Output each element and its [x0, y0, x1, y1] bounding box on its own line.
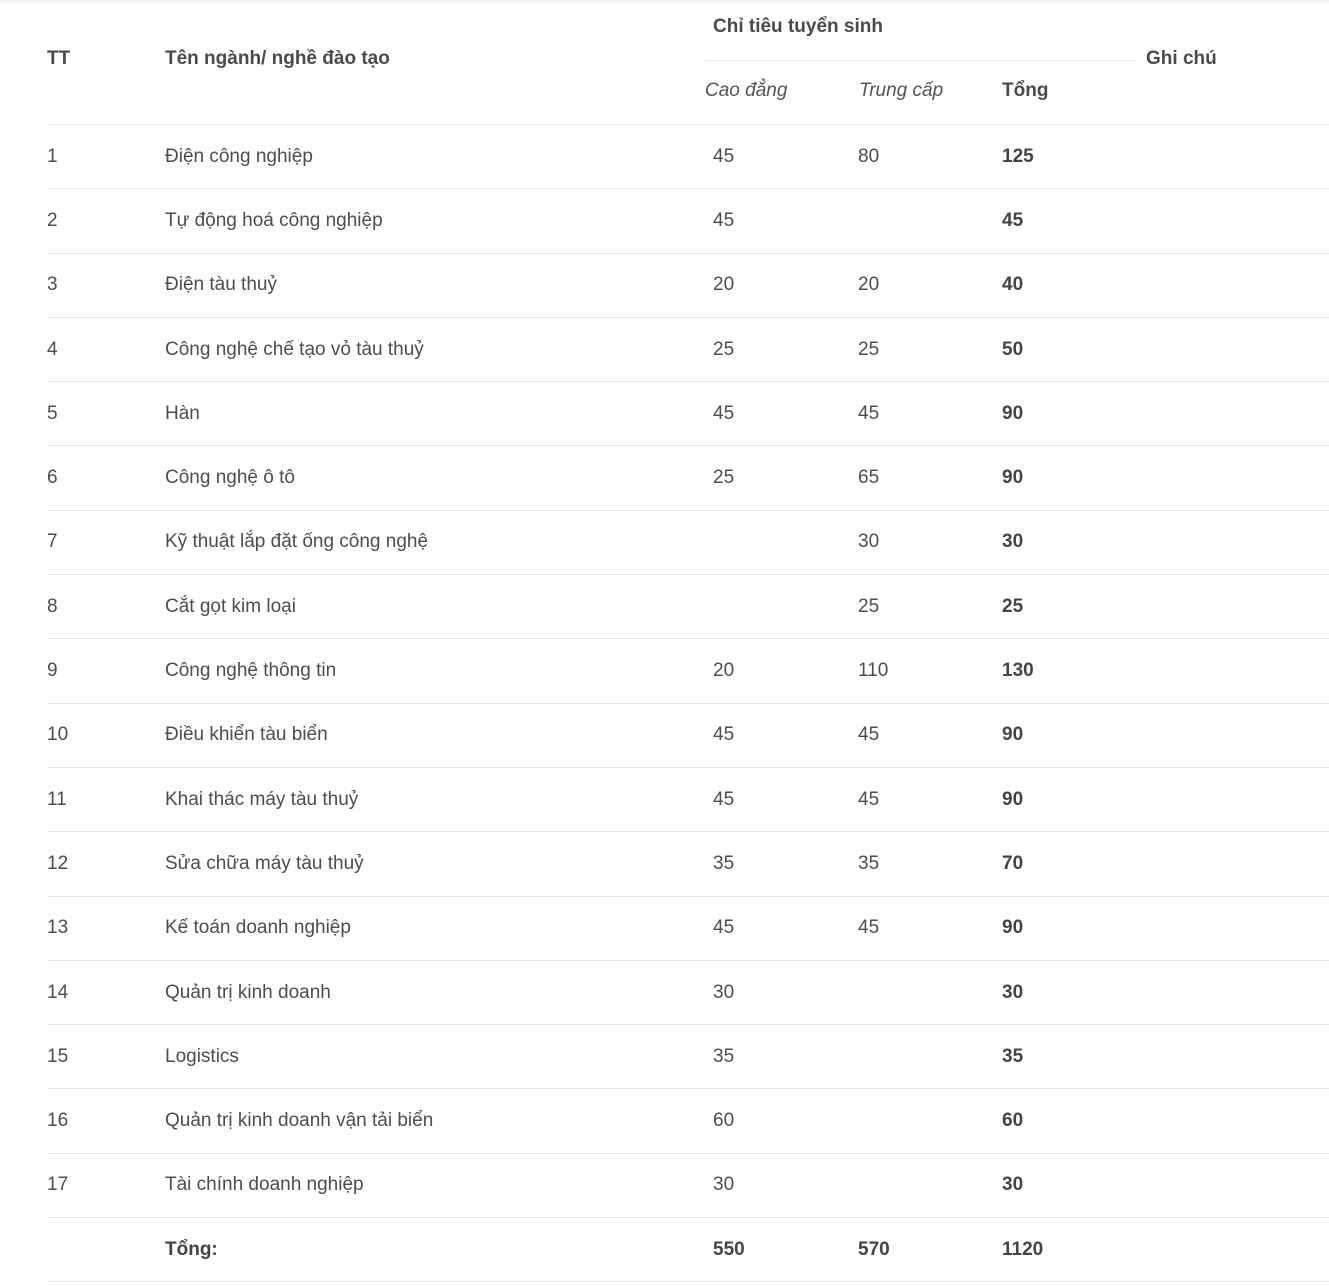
- table-row: [47, 318, 1329, 382]
- row-tong: 50: [1002, 338, 1024, 360]
- row-program-name: Quản trị kinh doanh: [165, 981, 331, 1003]
- total-tong: 1120: [1002, 1238, 1044, 1260]
- row-program-name: Tự động hoá công nghiệp: [165, 209, 383, 231]
- row-trung-cap: 110: [858, 660, 889, 682]
- table-row: [47, 639, 1329, 703]
- row-cao-dang: 25: [713, 338, 735, 360]
- row-tong: 30: [1002, 981, 1024, 1003]
- row-cao-dang: 25: [713, 467, 735, 489]
- row-trung-cap: 45: [858, 402, 880, 424]
- table-header: [47, 0, 1329, 125]
- row-program-name: Điện công nghiệp: [165, 145, 313, 167]
- row-trung-cap: 65: [858, 467, 880, 489]
- row-trung-cap: 25: [858, 595, 880, 617]
- row-tong: 35: [1002, 1045, 1024, 1067]
- row-program-name: Điều khiển tàu biển: [165, 724, 328, 746]
- row-number: 14: [47, 981, 69, 1003]
- row-number: 8: [47, 595, 58, 617]
- row-program-name: Công nghệ chế tạo vỏ tàu thuỷ: [165, 338, 424, 360]
- row-number: 16: [47, 1110, 69, 1132]
- row-program-name: Công nghệ thông tin: [165, 660, 337, 682]
- row-cao-dang: 45: [713, 917, 735, 939]
- row-number: 7: [47, 531, 58, 553]
- row-program-name: Quản trị kinh doanh vận tải biển: [165, 1110, 434, 1132]
- row-number: 10: [47, 724, 69, 746]
- enrollment-quota-table: [47, 0, 1329, 1282]
- table-row: [47, 1025, 1329, 1089]
- row-tong: 30: [1002, 1174, 1024, 1196]
- table-row: [47, 189, 1329, 253]
- row-cao-dang: 45: [713, 209, 735, 231]
- table-row: [47, 382, 1329, 446]
- row-number: 15: [47, 1045, 69, 1067]
- table-row: [47, 768, 1329, 832]
- row-number: 4: [47, 338, 58, 360]
- row-cao-dang: 45: [713, 402, 735, 424]
- row-number: 11: [47, 788, 67, 810]
- row-program-name: Khai thác máy tàu thuỷ: [165, 788, 359, 810]
- row-number: 9: [47, 660, 58, 682]
- row-tong: 90: [1002, 724, 1024, 746]
- row-program-name: Tài chính doanh nghiệp: [165, 1174, 364, 1196]
- row-tong: 130: [1002, 660, 1034, 682]
- row-tong: 90: [1002, 402, 1024, 424]
- row-tong: 25: [1002, 595, 1024, 617]
- row-tong: 90: [1002, 917, 1024, 939]
- total-row: [47, 1218, 1329, 1282]
- row-trung-cap: 45: [858, 788, 880, 810]
- row-tong: 90: [1002, 788, 1024, 810]
- row-trung-cap: 30: [858, 531, 880, 553]
- row-program-name: Kế toán doanh nghiệp: [165, 917, 351, 939]
- row-program-name: Kỹ thuật lắp đặt ống công nghệ: [165, 531, 429, 553]
- table-row: [47, 1089, 1329, 1153]
- row-number: 6: [47, 467, 58, 489]
- table-row: [47, 254, 1329, 318]
- table-row: [47, 511, 1329, 575]
- row-trung-cap: 20: [858, 274, 880, 296]
- table-row: [47, 704, 1329, 768]
- total-cao-dang: 550: [713, 1238, 745, 1260]
- row-program-name: Công nghệ ô tô: [165, 467, 295, 489]
- row-tong: 60: [1002, 1110, 1024, 1132]
- row-cao-dang: 45: [713, 724, 735, 746]
- table-row: [47, 961, 1329, 1025]
- header-trung-cap: Trung cấp: [859, 80, 944, 101]
- row-tong: 45: [1002, 209, 1024, 231]
- header-program-name: Tên ngành/ nghề đào tạo: [165, 48, 390, 69]
- header-group-divider: [705, 60, 1137, 61]
- row-program-name: Điện tàu thuỷ: [165, 274, 277, 296]
- header-ghi-chu: Ghi chú: [1146, 48, 1217, 69]
- row-cao-dang: 20: [713, 274, 735, 296]
- header-tt: TT: [47, 48, 71, 69]
- row-cao-dang: 45: [713, 145, 735, 167]
- row-number: 3: [47, 274, 58, 296]
- header-tong: Tổng: [1002, 80, 1049, 101]
- table-row: [47, 575, 1329, 639]
- row-cao-dang: 35: [713, 1045, 735, 1067]
- row-trung-cap: 35: [858, 852, 880, 874]
- row-number: 2: [47, 209, 58, 231]
- row-tong: 90: [1002, 467, 1024, 489]
- row-trung-cap: 45: [858, 917, 880, 939]
- row-cao-dang: 45: [713, 788, 735, 810]
- total-trung-cap: 570: [858, 1238, 890, 1260]
- row-number: 12: [47, 852, 69, 874]
- table-row: [47, 446, 1329, 510]
- row-number: 17: [47, 1174, 69, 1196]
- header-cao-dang: Cao đẳng: [705, 80, 788, 101]
- row-tong: 125: [1002, 145, 1034, 167]
- table-row: [47, 125, 1329, 189]
- table-body: [47, 125, 1329, 1218]
- row-cao-dang: 30: [713, 1174, 735, 1196]
- row-cao-dang: 35: [713, 852, 735, 874]
- row-program-name: Hàn: [165, 402, 200, 424]
- header-enrollment-quota: Chỉ tiêu tuyển sinh: [713, 16, 883, 37]
- row-trung-cap: 25: [858, 338, 880, 360]
- row-number: 13: [47, 917, 69, 939]
- row-trung-cap: 45: [858, 724, 880, 746]
- row-trung-cap: 80: [858, 145, 880, 167]
- row-program-name: Sửa chữa máy tàu thuỷ: [165, 852, 364, 874]
- row-program-name: Logistics: [165, 1045, 239, 1067]
- row-tong: 30: [1002, 531, 1024, 553]
- row-number: 1: [47, 145, 58, 167]
- row-cao-dang: 20: [713, 660, 735, 682]
- table-row: [47, 832, 1329, 896]
- row-number: 5: [47, 402, 58, 424]
- row-cao-dang: 30: [713, 981, 735, 1003]
- table-row: [47, 897, 1329, 961]
- table-row: [47, 1154, 1329, 1218]
- row-tong: 70: [1002, 852, 1024, 874]
- row-tong: 40: [1002, 274, 1024, 296]
- row-program-name: Cắt gọt kim loại: [165, 595, 296, 617]
- total-label: Tổng:: [165, 1238, 218, 1260]
- row-cao-dang: 60: [713, 1110, 735, 1132]
